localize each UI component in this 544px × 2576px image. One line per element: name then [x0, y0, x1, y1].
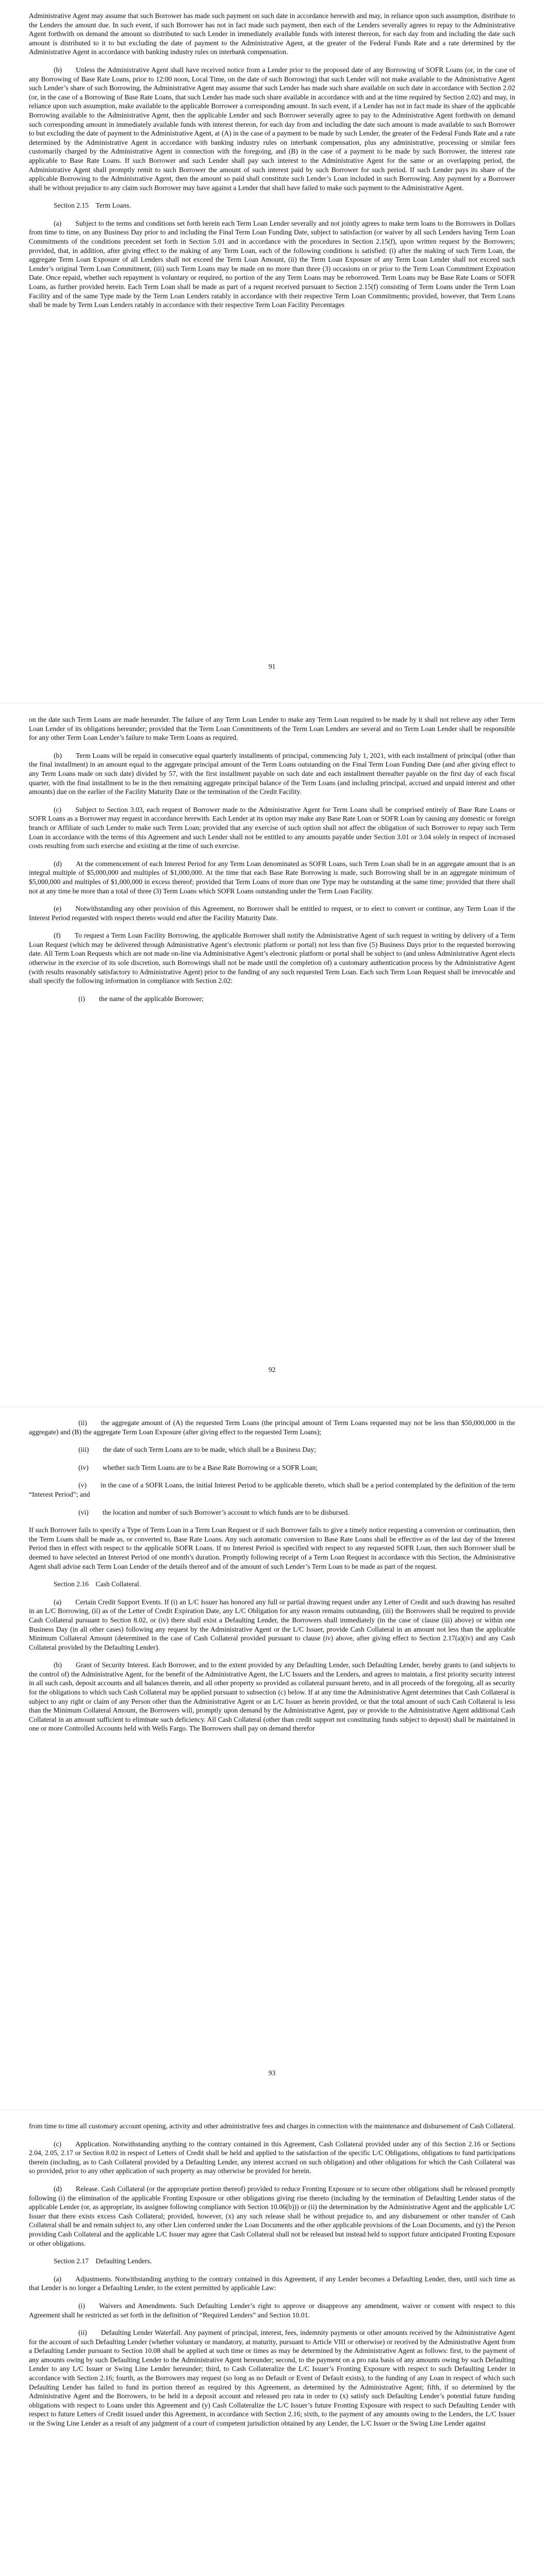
list-item: (i) Waivers and Amendments. Such Defaulting Lender’s right to approve or disapprove any amendment, waiver or consent with respect to this Agreement shall be restricted as set forth in the definition of “Required Lenders” and Section 10.01.: [29, 2301, 515, 2319]
section-heading: Section 2.17 Defaulting Lenders.: [54, 2257, 152, 2265]
paragraph: (c) Subject to Section 3.03, each request of Borrower made to the Administrative Agent for Term Loans shall be comprised entirely of Base Rate Loans or SOFR Loans as a Borrower may request in accordance herewith. Each Lender at its option may make any Base Rate Loan or SOFR Loan by causing any domestic or foreign branch or Affiliate of such Lender to make such Term Loan; provided that any exercise of such option shall not affect the obligation of such Borrower to repay such Term Loan in accordance with the terms of this Agreement and such Lender shall not be entitled to any amounts payable under Section 3.01 or 3.04 solely in respect of increased costs resulting from such exercise and existing at the time of such exercise.: [29, 805, 515, 850]
paragraph: (f) To request a Term Loan Facility Borrowing, the applicable Borrower shall notify the Administrative Agent of such request in writing by delivery of a Term Loan Request (which may be delivered through Administrative Agent’s electronic platform or portal) not less than five (5) Business Days prior to the requested borrowing date. All Term Loan Requests which are not made on-line via Administrative Agent’s electronic platform or portal shall be subject to (and unless Administrative Agent elects otherwise in the exercise of its sole discretion, such Borrowings shall not be made until the completion of) a customary authentication process by the Administrative Agent (with results reasonably satisfactory to Administrative Agent) prior to the funding of any such requested Term Loan. Each such Term Loan Request shall be irrevocable and shall specify the following information in compliance with Section 2.02:: [29, 931, 515, 985]
list-item: (vi) the location and number of such Borrower’s account to which funds are to be disbursed.: [78, 1508, 350, 1516]
list-item: (v) in the case of a SOFR Loans, the initial Interest Period to be applicable thereto, which shall be a period contemplated by the definition of the term “Interest Period”; and: [29, 1481, 515, 1498]
paragraph: Administrative Agent may assume that such Borrower has made such payment on such date in accordance herewith and may, in reliance upon such assumption, distribute to the Lenders the amount due. In such event, if such Borrower has not in fact made such payment, then each of the Lenders severally agrees to repay to the Administrative Agent forthwith on demand the amount so distributed to such Lender in immediately available funds with interest thereon, for each day from and including the date such amount is distributed to it to but excluding the date of payment to the Administrative Agent, at the greater of the Federal Funds Rate and a rate determined by the Administrative Agent in accordance with banking industry rules on interbank compensation.: [29, 12, 515, 56]
paragraph: (b) Unless the Administrative Agent shall have received notice from a Lender prior to the proposed date of any Borrowing of SOFR Loans (or, in the case of any Borrowing of Base Rate Loans, prior to 12:00 noon, Local Time, on the date of such Borrowing) that such Lender will not make available to the Administrative Agent such Lender’s share of such Borrowing, the Administrative Agent may assume that such Lender has made such share available on such date in accordance with Section 2.02 (or, in the case of a Borrowing of Base Rate Loans, that such Lender has made such share available in accordance with and at the time required by Section 2.02) and may, in reliance upon such assumption, make available to the applicable Borrower a corresponding amount. In such event, if a Lender has not in fact made its share of the applicable Borrowing available to the Administrative Agent, then the applicable Lender and such Borrower severally agree to pay to the Administrative Agent forthwith on demand such corresponding amount in immediately available funds with interest thereon, for each day from and including the date such amount is made available to such Borrower to but excluding the date of payment to the Administrative Agent, at (A) in the case of a payment to be made by such Lender, the greater of the Federal Funds Rate and a rate determined by the Administrative Agent in accordance with banking industry rules on interbank compensation, plus any administrative, processing or similar fees customarily charged by the Administrative Agent in connection with the foregoing, and (B) in the case of a payment to be made by such Borrower, the interest rate applicable to Base Rate Loans. If such Borrower and such Lender shall pay such interest to the Administrative Agent for the same or an overlapping period, the Administrative Agent shall promptly remit to such Borrower the amount of such interest paid by such Borrower for such period. If such Lender pays its share of the applicable Borrowing to the Administrative Agent, then the amount so paid shall constitute such Lender’s Loan included in such Borrowing. Any payment by a Borrower shall be without prejudice to any claim such Borrower may have against a Lender that shall have failed to make such payment to the Administrative Agent.: [29, 65, 515, 192]
paragraph: on the date such Term Loans are made hereunder. The failure of any Term Loan Lender to make any Term Loan required to be made by it shall not relieve any other Term Loan Lender of its obligations hereunder; provided that the Term Loan Commitments of the Term Loan Lenders are several and no Term Loan Lender shall be responsible for any other Term Loan Lender’s failure to make Term Loans as required.: [29, 716, 515, 742]
document-page-92: [0, 703, 544, 1406]
paragraph: (a) Adjustments. Notwithstanding anything to the contrary contained in this Agreement, if any Lender becomes a Defaulting Lender, then, until such time as that Lender is no longer a Defaulting Lender, to the extent permitted by applicable Law:: [29, 2275, 515, 2292]
page-number: 92: [268, 1366, 276, 1374]
paragraph: (b) Grant of Security Interest. Each Borrower, and to the extent provided by any Defaulting Lender, such Defaulting Lender, hereby grants to (and subjects to the control of) the Administrative Agent, for the benefit of the Administrative Agent, the L/C Issuers and the Lenders, and agrees to maintain, a first priority security interest in all such cash, deposit accounts and all balances therein, and all other property so provided as collateral pursuant hereto, and in all proceeds of the foregoing, all as security for the obligations to which such Cash Collateral may be applied pursuant to subsection (c) below. If at any time the Administrative Agent determines that Cash Collateral is subject to any right or claim of any Person other than the Administrative Agent or an L/C Issuer as herein provided, or that the total amount of such Cash Collateral is less than the Minimum Collateral Amount, the Borrowers will, promptly upon demand by the Administrative Agent, pay or provide to the Administrative Agent additional Cash Collateral in an amount sufficient to eliminate such deficiency. All Cash Collateral (other than credit support not constituting funds subject to deposit) shall be maintained in one or more Controlled Accounts held with Wells Fargo. The Borrowers shall pay on demand therefor: [29, 1661, 515, 1733]
paragraph: from time to time all customary account opening, activity and other administrative fees and charges in connection with the maintenance and disbursement of Cash Collateral.: [29, 2122, 515, 2130]
paragraph: (a) Certain Credit Support Events. If (i) an L/C Issuer has honored any full or partial drawing request under any Letter of Credit and such drawing has resulted in an L/C Borrowing, (ii) as of the Letter of Credit Expiration Date, any L/C Obligation for any reason remains outstanding, (iii) the Borrowers shall be required to provide Cash Collateral pursuant to Section 8.02, or (iv) there shall exist a Defaulting Lender, the Borrowers shall immediately (in the case of clause (iii) above) or within one Business Day (in all other cases) following any request by the Administrative Agent or the L/C Issuer, provide Cash Collateral in an amount not less than the applicable Minimum Collateral Amount (determined in the case of Cash Collateral provided pursuant to clause (iv) above, after giving effect to Section 2.17(a)(iv) and any Cash Collateral provided by the Defaulting Lender).: [29, 1598, 515, 1651]
list-item: (ii) Defaulting Lender Waterfall. Any payment of principal, interest, fees, indemnity payments or other amounts received by the Administrative Agent for the account of such Defaulting Lender (whether voluntary or mandatory, at maturity, pursuant to Article VIII or otherwise) or received by the Administrative Agent from a Defaulting Lender pursuant to Section 10.08 shall be applied at such time or times as may be determined by the Administrative Agent as follows: first, to the payment of any amounts owing by such Defaulting Lender to the Administrative Agent hereunder; second, to the payment on a pro rata basis of any amounts owing by such Defaulting Lender to any L/C Issuer or Swing Line Lender hereunder; third, to Cash Collateralize the L/C Issuer’s Fronting Exposure with respect to such Defaulting Lender in accordance with Section 2.16; fourth, as the Borrowers may request (so long as no Default or Event of Default exists), to the funding of any Loan in respect of which such Defaulting Lender has failed to fund its portion thereof as required by this Agreement, as determined by the Administrative Agent; fifth, if so determined by the Administrative Agent and the Borrowers, to be held in a deposit account and released pro rata in order to (x) satisfy such Defaulting Lender’s potential future funding obligations with respect to Loans under this Agreement and (y) Cash Collateralize the L/C Issuer’s future Fronting Exposure with respect to such Defaulting Lender with respect to future Letters of Credit issued under this Agreement, in accordance with Section 2.16; sixth, to the payment of any amounts owing to the Lenders, the L/C Issuer or the Swing Line Lender as a result of any judgment of a court of competent jurisdiction obtained by any Lender, the L/C Issuer or the Swing Line Lender against: [29, 2329, 515, 2428]
paragraph: (d) At the commencement of each Interest Period for any Term Loan denominated as SOFR Loans, such Term Loan shall be in an aggregate amount that is an integral multiple of $5,000,000 and multiples of $1,000,000. At the time that each Base Rate Borrowing is made, such Borrowing shall be in an aggregate minimum of $5,000,000 and multiples of $1,000,000 in excess thereof; provided that Term Loans of more than one Type may be outstanding at the same time; provided that there shall not at any time be more than a total of three (3) Term Loans which SOFR Loans outstanding under the Term Loan Facility.: [29, 859, 515, 895]
paragraph: (a) Subject to the terms and conditions set forth herein each Term Loan Lender severally and not jointly agrees to make term loans to the Borrowers in Dollars from time to time, on any Business Day prior to and including the Final Term Loan Funding Date, subject to satisfaction (or waiver by all such Lenders having Term Loan Commitments of the conditions precedent set forth in Section 5.01 and in accordance with the procedures in Section 2.15(f), upon written request by the Borrowers; provided, that, in addition, after giving effect to the making of any Term Loan, each of the following conditions is satisfied: (i) after the making of such Term Loan, the aggregate Term Loan Exposure of all Lenders shall not exceed the Term Loan Amount, (ii) the Term Loan Exposure of any Term Loan Lender shall not exceed such Lender’s original Term Loan Commitment, (iii) such Term Loans may be made on no more than three (3) occasions on or prior to the Term Loan Commitment Expiration Date. Once repaid, whether such repayment is voluntary or required, no portion of the any Term Loans may be reborrowed. Term Loans may be Base Rate Loans or SOFR Loans, as further provided herein. Each Term Loan shall be made as part of a request received pursuant to Section 2.15(f) consisting of Term Loans under the Term Loan Facility and of the same Type made by the Term Loan Lenders ratably in accordance with their respective Term Loan Commitments; provided, however, that Term Loans shall be made by Term Loan Lenders ratably in accordance with their respective Term Loan Facility Percentages: [29, 219, 515, 309]
paragraph: If such Borrower fails to specify a Type of Term Loan in a Term Loan Request or if such Borrower fails to give a timely notice requesting a conversion or continuation, then the Term Loans shall be made as, or converted to, Base Rate Loans. Any such automatic conversion to Base Rate Loans shall be effective as of the last day of the Interest Period then in effect with respect to the applicable SOFR Loans. If no Interest Period is specified with respect to any requested SOFR Loan, then such Borrower shall be deemed to have selected an Interest Period of one month’s duration. Promptly following receipt of a Term Loan Request in accordance with this Section, the Administrative Agent shall advise each Term Loan Lender of the details thereof and of the amount of such Lender’s Term Loan to be made as part of the request.: [29, 1526, 515, 1570]
section-heading: Section 2.16 Cash Collateral.: [54, 1580, 141, 1588]
section-heading: Section 2.15 Term Loans.: [54, 201, 131, 210]
list-item: (iv) whether such Term Loans are to be a Base Rate Borrowing or a SOFR Loan;: [78, 1463, 318, 1471]
page-number: 93: [268, 2069, 276, 2077]
paragraph: (c) Application. Notwithstanding anything to the contrary contained in this Agreement, Cash Collateral provided under any of this Section 2.16 or Sections 2.04, 2.05, 2.17 or Section 8.02 in respect of Letters of Credit shall be held and applied to the satisfaction of the specific L/C Obligations, obligations to fund participations therein (including, as to Cash Collateral provided by a Defaulting Lender, any interest accrued on such obligation) and other obligations for which the Cash Collateral was so provided, prior to any other application of such property as may otherwise be provided for herein.: [29, 2140, 515, 2175]
paragraph: (e) Notwithstanding any other provision of this Agreement, no Borrower shall be entitled to request, or to elect to convert or continue, any Term Loan if the Interest Period requested with respect thereto would end after the Facility Maturity Date.: [29, 905, 515, 922]
page-number: 91: [268, 663, 276, 671]
document-page-94: [0, 2110, 544, 2576]
document-page-91: [0, 0, 544, 703]
list-item: (i) the name of the applicable Borrower;: [78, 994, 204, 1003]
paragraph: (d) Release. Cash Collateral (or the appropriate portion thereof) provided to reduce Fronting Exposure or to secure other obligations shall be released promptly following (i) the elimination of the applicable Fronting Exposure or other obligations giving rise thereto (including by the termination of Defaulting Lender status of the applicable Lender (or, as appropriate, its assignee following compliance with Section 10.06(b))) or (ii) the determination by the Administrative Agent and the applicable L/C Issuer that there exists excess Cash Collateral; provided, however, (x) any such release shall be without prejudice to, and any disbursement or other transfer of Cash Collateral shall be and remain subject to, any other Lien conferred under the Loan Documents and the other applicable provisions of the Loan Documents, and (y) the Person providing Cash Collateral and the applicable L/C Issuer may agree that Cash Collateral shall not be released but instead held to support future anticipated Fronting Exposure or other obligations.: [29, 2184, 515, 2247]
list-item: (iii) the date of such Term Loans are to be made, which shall be a Business Day;: [78, 1446, 316, 1454]
paragraph: (b) Term Loans will be repaid in consecutive equal quarterly installments of principal, commencing July 1, 2021, with each installment of principal (other than the final installment) in an amount equal to the aggregate principal amount of the Term Loans outstanding on the Final Term Loan Funding Date (and after giving effect to any Term Loans made on such date) divided by 57, with the first installment payable on such date and each installment thereafter payable on the first day of each fiscal quarter, with the final installment to be in the then remaining aggregate principal balance of the Term Loans (and including principal, accrued and unpaid interest and other amounts) due on the earlier of the Facility Maturity Date or the termination of the Credit Facility.: [29, 751, 515, 796]
list-item: (ii) the aggregate amount of (A) the requested Term Loans (the principal amount of Term Loans requested may not be less than $50,000,000 in the aggregate) and (B) the aggregate Term Loan Exposure (after giving effect to the requested Term Loans);: [29, 1419, 515, 1436]
document-page-93: [0, 1406, 544, 2110]
